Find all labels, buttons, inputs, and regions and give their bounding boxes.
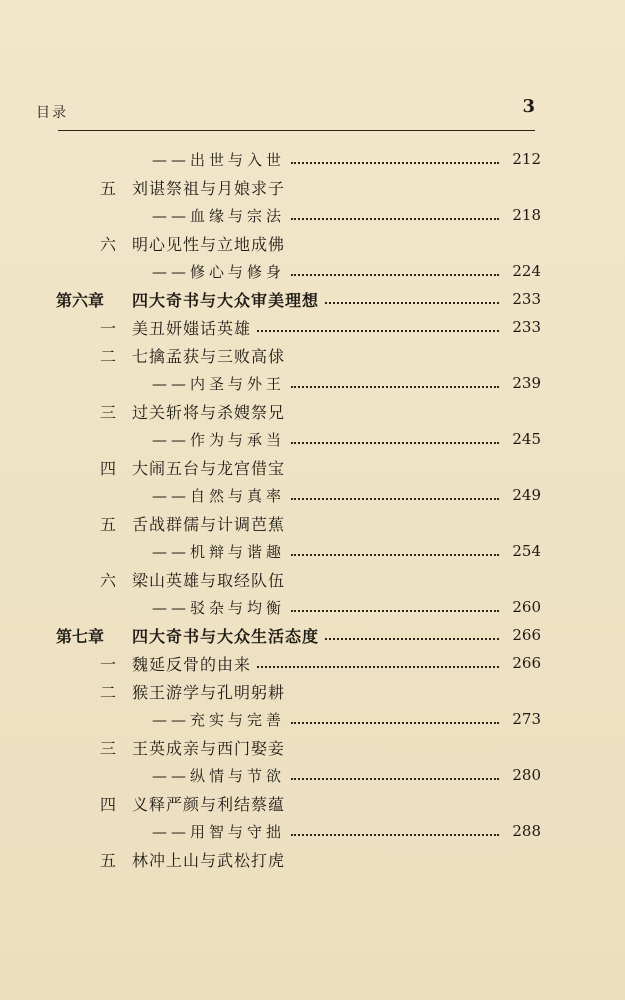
dot-leader [291, 834, 499, 836]
toc-entry-title: 猴王游学与孔明躬耕 [132, 682, 286, 702]
dot-leader [291, 274, 499, 276]
toc-entry-page: 245 [512, 430, 541, 448]
toc-entry-title: 梁山英雄与取经队伍 [132, 570, 286, 590]
toc-entry-title: 美丑妍媸话英雄 [132, 318, 252, 338]
dot-leader [291, 386, 499, 388]
toc-section-row [56, 453, 541, 481]
toc-entry-page: 260 [512, 598, 541, 616]
toc-entry-number: 第六章 [56, 290, 105, 310]
running-header [30, 96, 535, 130]
toc-subtitle-row [56, 817, 541, 845]
toc-section-row [56, 733, 541, 761]
toc-entry-title: ——驳杂与均衡 [152, 598, 286, 617]
toc-section-row [56, 173, 541, 201]
toc-entry-title: 过关斩将与杀嫂祭兄 [132, 402, 286, 422]
toc-entry-title: ——自然与真率 [152, 486, 286, 505]
dot-leader [325, 638, 499, 640]
toc-entry-page: 266 [512, 654, 541, 672]
toc-entry-title: 魏延反骨的由来 [132, 654, 252, 674]
toc-subtitle-row [56, 257, 541, 285]
toc-entry-title: ——作为与承当 [152, 430, 286, 449]
toc-entry-number: 二 [100, 682, 117, 702]
toc-section-row [56, 509, 541, 537]
toc-entry-number: 二 [100, 346, 117, 366]
toc-entry-title: 舌战群儒与计调芭蕉 [132, 514, 286, 534]
toc-entry-page: 233 [512, 290, 541, 308]
toc-entry-title: 义释严颜与利结蔡蕴 [132, 794, 286, 814]
toc-section-row [56, 649, 541, 677]
dot-leader [291, 442, 499, 444]
toc-entry-page: 254 [512, 542, 541, 560]
header-rule [58, 130, 535, 131]
toc-subtitle-row [56, 145, 541, 173]
toc-entry-title: 王英成亲与西门娶妾 [132, 738, 286, 758]
toc-entry-title: ——用智与守拙 [152, 822, 286, 841]
toc-section-row [56, 397, 541, 425]
dot-leader [291, 610, 499, 612]
toc-entry-page: 239 [512, 374, 541, 392]
dot-leader [325, 302, 499, 304]
toc-entry-number: 六 [100, 570, 117, 590]
toc-subtitle-row [56, 369, 541, 397]
dot-leader [291, 218, 499, 220]
toc-subtitle-row [56, 425, 541, 453]
toc-entry-title: 四大奇书与大众生活态度 [132, 626, 320, 646]
toc-entry-page: 266 [512, 626, 541, 644]
table-of-contents [56, 145, 541, 873]
section-title: 目录 [36, 105, 68, 121]
toc-entry-page: 249 [512, 486, 541, 504]
dot-leader [291, 778, 499, 780]
toc-subtitle-row [56, 481, 541, 509]
dot-leader [291, 498, 499, 500]
toc-entry-title: ——充实与完善 [152, 710, 286, 729]
toc-entry-number: 三 [100, 402, 117, 422]
toc-section-row [56, 677, 541, 705]
toc-section-row [56, 229, 541, 257]
toc-entry-page: 273 [512, 710, 541, 728]
toc-entry-number: 五 [100, 850, 117, 870]
toc-chapter-row [56, 621, 541, 649]
toc-entry-title: ——血缘与宗法 [152, 206, 286, 225]
toc-chapter-row [56, 285, 541, 313]
dot-leader [257, 666, 499, 668]
toc-section-row [56, 789, 541, 817]
toc-entry-number: 五 [100, 514, 117, 534]
toc-entry-number: 一 [100, 318, 117, 338]
toc-entry-title: 林冲上山与武松打虎 [132, 850, 286, 870]
toc-entry-number: 三 [100, 738, 117, 758]
toc-entry-title: ——机辩与谐趣 [152, 542, 286, 561]
toc-entry-title: ——纵情与节欲 [152, 766, 286, 785]
toc-entry-number: 五 [100, 178, 117, 198]
dot-leader [257, 330, 499, 332]
toc-entry-page: 233 [512, 318, 541, 336]
toc-entry-number: 第七章 [56, 626, 105, 646]
toc-entry-page: 288 [512, 822, 541, 840]
toc-entry-title: ——内圣与外王 [152, 374, 286, 393]
dot-leader [291, 554, 499, 556]
toc-entry-page: 218 [512, 206, 541, 224]
toc-subtitle-row [56, 593, 541, 621]
toc-section-row [56, 313, 541, 341]
toc-subtitle-row [56, 761, 541, 789]
dot-leader [291, 162, 499, 164]
toc-entry-title: ——出世与入世 [152, 150, 286, 169]
toc-entry-title: 大闹五台与龙宫借宝 [132, 458, 286, 478]
toc-entry-title: 刘谌祭祖与月娘求子 [132, 178, 286, 198]
dot-leader [291, 722, 499, 724]
toc-entry-number: 一 [100, 654, 117, 674]
toc-entry-number: 四 [100, 458, 117, 478]
toc-section-row [56, 565, 541, 593]
toc-entry-number: 六 [100, 234, 117, 254]
toc-section-row [56, 845, 541, 873]
toc-subtitle-row [56, 705, 541, 733]
toc-subtitle-row [56, 537, 541, 565]
toc-entry-title: 七擒孟获与三败高俅 [132, 346, 286, 366]
toc-entry-page: 224 [512, 262, 541, 280]
toc-entry-title: ——修心与修身 [152, 262, 286, 281]
toc-subtitle-row [56, 201, 541, 229]
toc-entry-title: 明心见性与立地成佛 [132, 234, 286, 254]
toc-entry-number: 四 [100, 794, 117, 814]
toc-entry-page: 280 [512, 766, 541, 784]
toc-section-row [56, 341, 541, 369]
toc-entry-page: 212 [512, 150, 541, 168]
toc-entry-title: 四大奇书与大众审美理想 [132, 290, 320, 310]
page-number: 3 [522, 96, 535, 117]
